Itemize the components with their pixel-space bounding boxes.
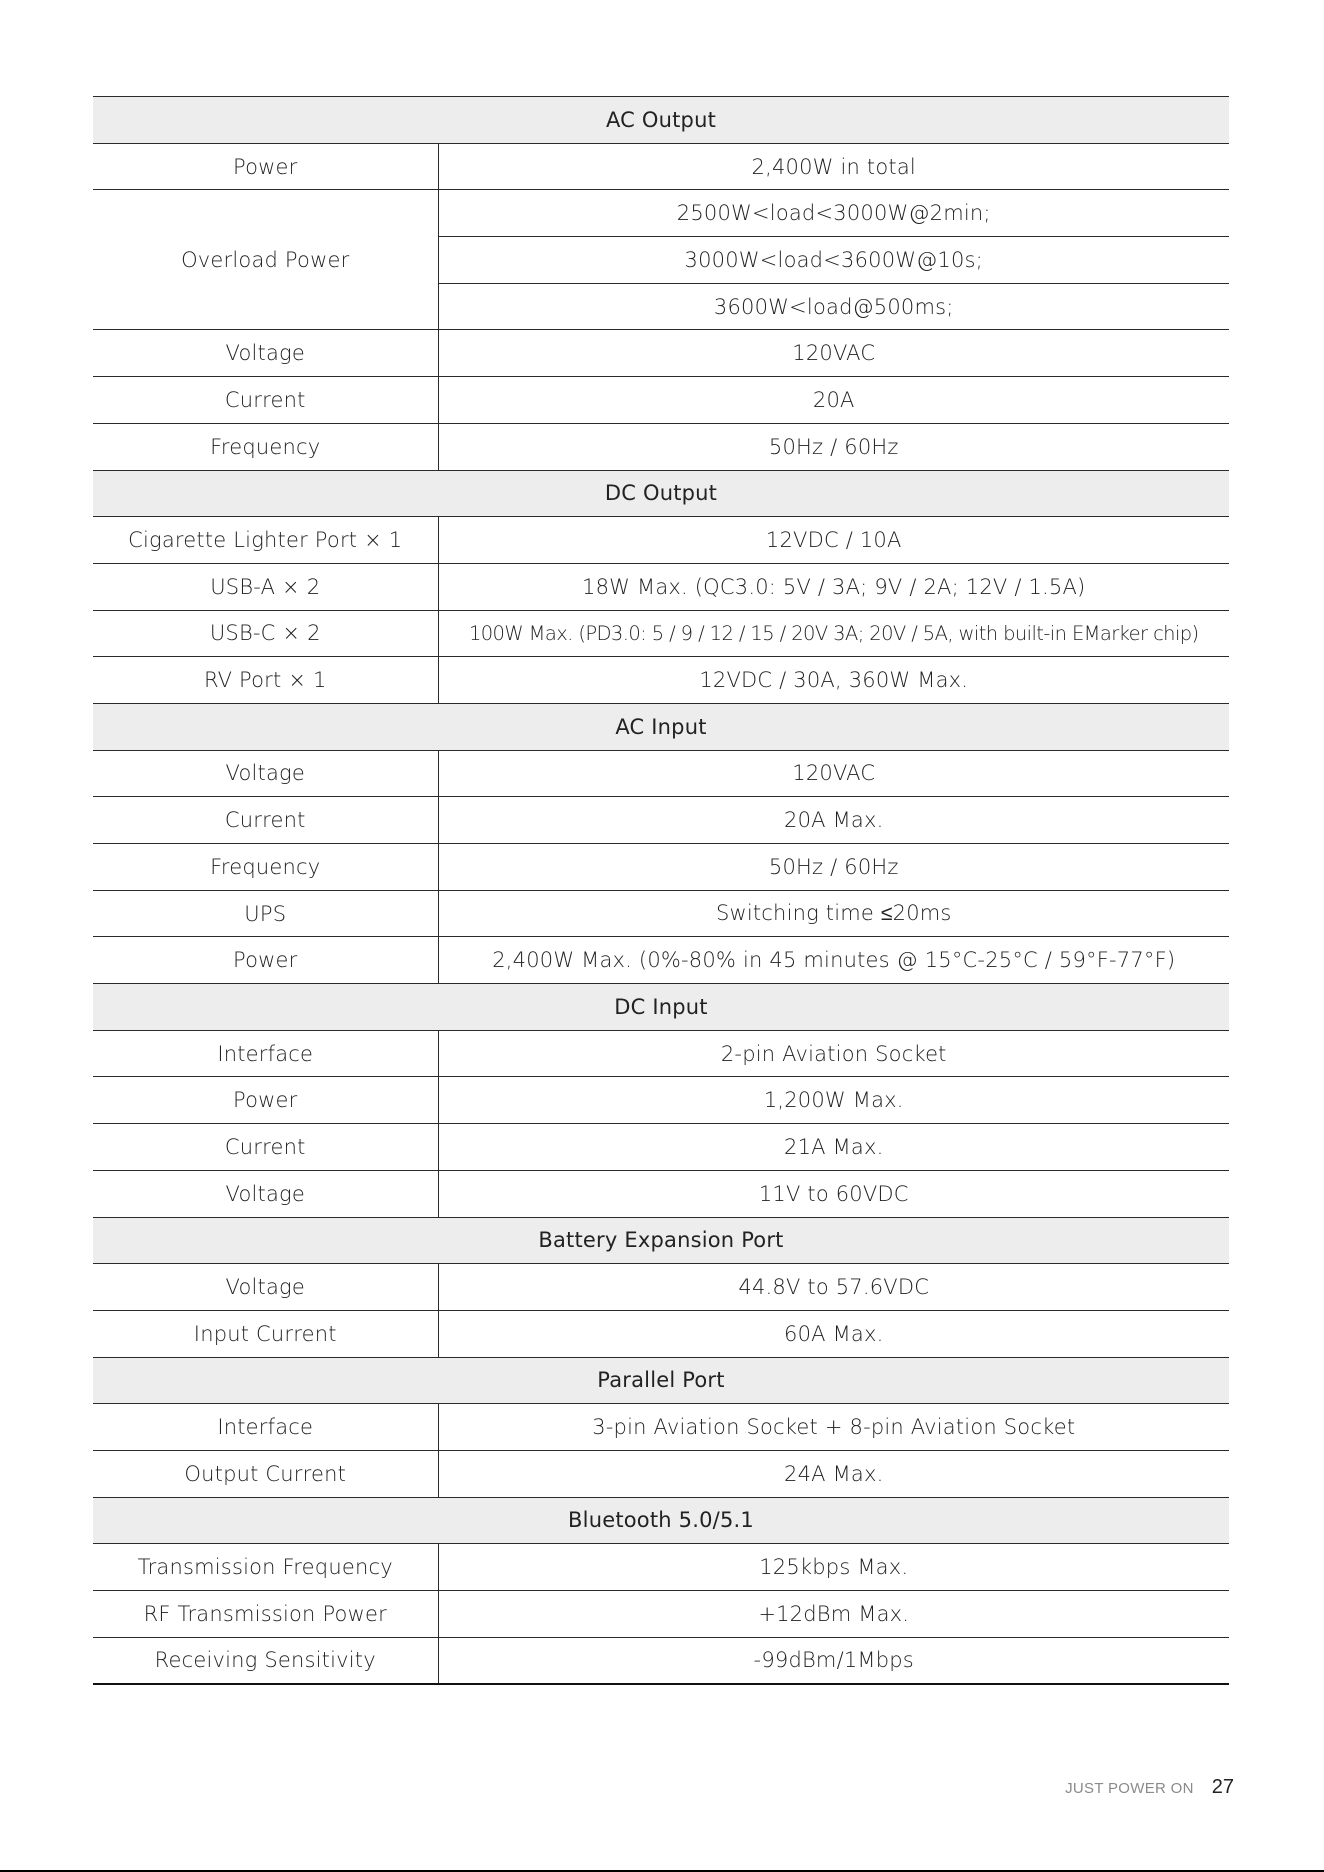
spec-label: Voltage: [93, 750, 438, 797]
spec-row: [93, 1450, 1229, 1497]
spec-row: [93, 190, 1229, 237]
spec-label: Interface: [93, 1030, 438, 1077]
spec-label: Interface: [93, 1404, 438, 1451]
spec-value: 24A Max.: [438, 1450, 1229, 1497]
spec-label: Current: [93, 1124, 438, 1171]
spec-row: [93, 1404, 1229, 1451]
spec-value: 50Hz / 60Hz: [438, 844, 1229, 891]
spec-label: Voltage: [93, 330, 438, 377]
spec-table-body: [93, 97, 1229, 1684]
spec-value: 3600W<load@500ms;: [438, 283, 1229, 330]
spec-value: 3-pin Aviation Socket + 8-pin Aviation Socket: [438, 1404, 1229, 1451]
spec-row: [93, 1544, 1229, 1591]
spec-row: [93, 1124, 1229, 1171]
spec-row: [93, 330, 1229, 377]
spec-value: 2,400W Max. (0%-80% in 45 minutes @ 15°C-25°C / 59°F-77°F): [438, 937, 1229, 984]
spec-row: [93, 1030, 1229, 1077]
spec-label: USB-C × 2: [93, 610, 438, 657]
spec-row: [93, 423, 1229, 470]
section-header-row: [93, 1217, 1229, 1264]
section-header-row: [93, 470, 1229, 517]
spec-label: Voltage: [93, 1170, 438, 1217]
spec-value: 1,200W Max.: [438, 1077, 1229, 1124]
spec-row: [93, 937, 1229, 984]
spec-value: 120VAC: [438, 330, 1229, 377]
spec-label: Power: [93, 937, 438, 984]
spec-label: Current: [93, 797, 438, 844]
section-title: DC Input: [93, 984, 1229, 1031]
section-header-row: [93, 984, 1229, 1031]
spec-label: Output Current: [93, 1450, 438, 1497]
spec-row: [93, 1264, 1229, 1311]
spec-label: Power: [93, 1077, 438, 1124]
spec-label: Frequency: [93, 423, 438, 470]
spec-value: 50Hz / 60Hz: [438, 423, 1229, 470]
spec-row: [93, 750, 1229, 797]
section-header-row: [93, 1497, 1229, 1544]
spec-value: 60A Max.: [438, 1310, 1229, 1357]
section-title: AC Output: [93, 97, 1229, 144]
spec-value: 44.8V to 57.6VDC: [438, 1264, 1229, 1311]
section-title: AC Input: [93, 703, 1229, 750]
spec-label: UPS: [93, 890, 438, 937]
spec-row: [93, 377, 1229, 424]
spec-value: +12dBm Max.: [438, 1591, 1229, 1638]
spec-label: Power: [93, 143, 438, 190]
spec-row: [93, 890, 1229, 937]
spec-row: [93, 657, 1229, 704]
spec-label: Overload Power: [93, 190, 438, 330]
spec-value: 11V to 60VDC: [438, 1170, 1229, 1217]
spec-label: Cigarette Lighter Port × 1: [93, 517, 438, 564]
section-header-row: [93, 703, 1229, 750]
section-header-row: [93, 97, 1229, 144]
section-header-row: [93, 1357, 1229, 1404]
footer-tagline: JUST POWER ON: [1065, 1780, 1194, 1797]
spec-value: 20A Max.: [438, 797, 1229, 844]
spec-value: -99dBm/1Mbps: [438, 1637, 1229, 1684]
page-footer: [1065, 1776, 1234, 1799]
spec-table: [93, 96, 1229, 1685]
spec-label: Frequency: [93, 844, 438, 891]
spec-row: [93, 563, 1229, 610]
page-number: 27: [1211, 1776, 1234, 1798]
spec-label: Input Current: [93, 1310, 438, 1357]
spec-label: Receiving Sensitivity: [93, 1637, 438, 1684]
spec-row: [93, 1170, 1229, 1217]
spec-row: [93, 1310, 1229, 1357]
spec-value: 18W Max. (QC3.0: 5V / 3A; 9V / 2A; 12V / 1.5A): [438, 563, 1229, 610]
spec-row: [93, 844, 1229, 891]
spec-label: Current: [93, 377, 438, 424]
section-title: DC Output: [93, 470, 1229, 517]
spec-row: [93, 1077, 1229, 1124]
spec-row: [93, 1637, 1229, 1684]
spec-value: 2-pin Aviation Socket: [438, 1030, 1229, 1077]
spec-row: [93, 610, 1229, 657]
spec-value: 2,400W in total: [438, 143, 1229, 190]
spec-row: [93, 517, 1229, 564]
spec-row: [93, 143, 1229, 190]
spec-value: 12VDC / 10A: [438, 517, 1229, 564]
spec-label: USB-A × 2: [93, 563, 438, 610]
spec-value: 3000W<load<3600W@10s;: [438, 237, 1229, 284]
spec-value: 125kbps Max.: [438, 1544, 1229, 1591]
section-title: Battery Expansion Port: [93, 1217, 1229, 1264]
section-title: Bluetooth 5.0/5.1: [93, 1497, 1229, 1544]
spec-value: 120VAC: [438, 750, 1229, 797]
section-title: Parallel Port: [93, 1357, 1229, 1404]
spec-value: Switching time ≤20ms: [438, 890, 1229, 937]
spec-value: 20A: [438, 377, 1229, 424]
spec-value: 12VDC / 30A, 360W Max.: [438, 657, 1229, 704]
spec-value: 21A Max.: [438, 1124, 1229, 1171]
spec-value: 100W Max. (PD3.0: 5 / 9 / 12 / 15 / 20V 3A; 20V / 5A, with built-in EMarker chip): [438, 610, 1229, 657]
spec-row: [93, 1591, 1229, 1638]
spec-label: RF Transmission Power: [93, 1591, 438, 1638]
spec-row: [93, 797, 1229, 844]
spec-label: RV Port × 1: [93, 657, 438, 704]
spec-value: 2500W<load<3000W@2min;: [438, 190, 1229, 237]
spec-label: Voltage: [93, 1264, 438, 1311]
spec-label: Transmission Frequency: [93, 1544, 438, 1591]
